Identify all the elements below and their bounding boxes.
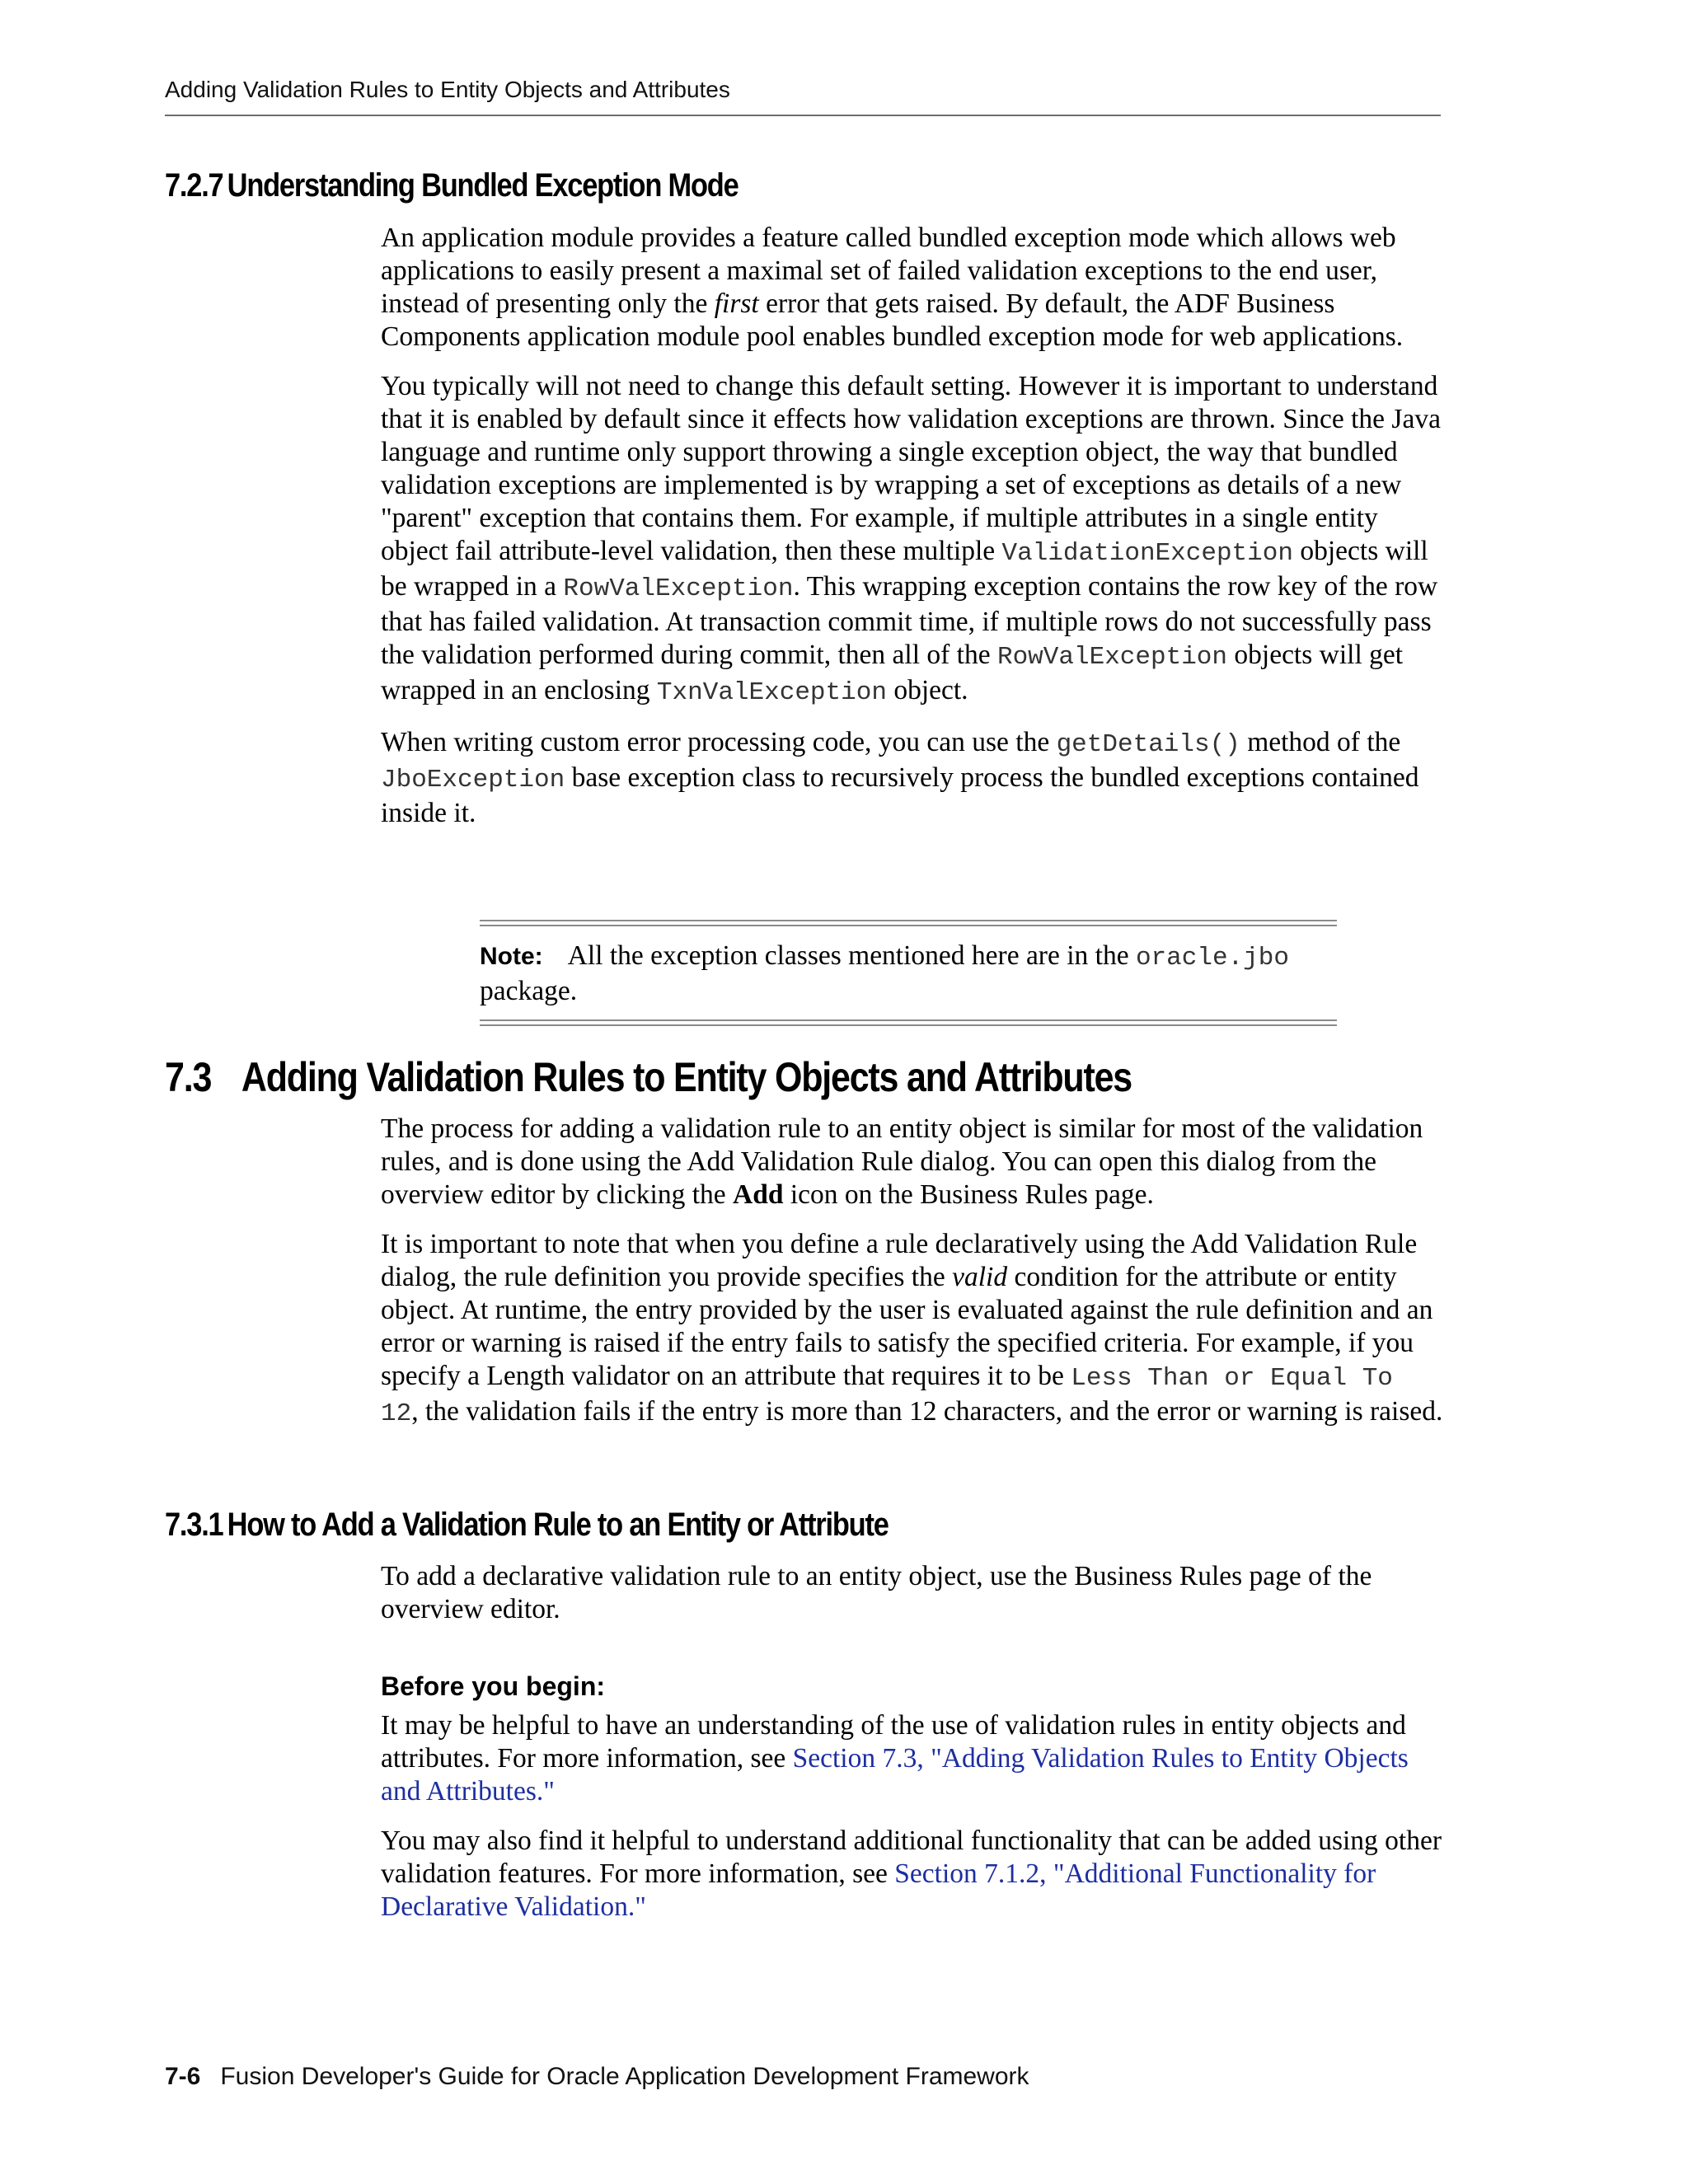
note-box: Note: All the exception classes mentioned here are in the oracle.jbo package. [480,920,1337,1026]
section-title: How to Add a Validation Rule to an Entity or Attribute [227,1507,889,1543]
paragraph: To add a declarative validation rule to an entity object, use the Business Rules page of the overview editor. [381,1561,1372,1624]
code-text: RowValException [996,643,1228,672]
section-7-3-1-body [381,1560,1444,1643]
paragraph: The process for adding a validation rule to an entity object is similar for most of the validation rules, and is done using the Add Validation Rule dialog. You can open this dialog from the overview editor by clicking the Add icon on the Business Rules page. [381,1113,1423,1210]
bold-text: Add [733,1179,784,1210]
before-you-begin-body [381,1709,1444,1940]
header-rule [165,115,1441,116]
page-footer [165,2063,1029,2091]
section-7-2-7-body [381,222,1444,846]
before-you-begin-heading: Before you begin: [381,1671,606,1701]
code-text: JboException [381,766,565,794]
code-text: oracle.jbo [1135,944,1289,972]
section-title: Understanding Bundled Exception Mode [227,167,738,204]
paragraph: An application module provides a feature called bundled exception mode which allows web applications to easily present a maximal set of failed validation exceptions to the end user, instead of presenting only the first error that gets raised. By default, the ADF Business Components application module pool enables bundled exception mode for web applications. [381,223,1404,352]
section-title: Adding Validation Rules to Entity Objects and Attributes [241,1054,1132,1100]
paragraph: It is important to note that when you define a rule declaratively using the Add Validation Rule dialog, the rule definition you provide specifies the valid condition for the attribute or entity object. At runtime, the entry provided by the user is evaluated against the rule definition and an error or warning is raised if the entry fails to satisfy the specified criteria. For example, if you specify a Length validator on an attribute that requires it to be Less Than or Equal To 12, the validation fails if the entry is more than 12 characters, and the error or warning is raised. [381,1229,1443,1428]
code-text: getDetails() [1056,730,1240,759]
section-heading-7-2-7 [165,167,738,204]
page-number: 7-6 [165,2063,201,2090]
section-link[interactable]: Section 7.1.2, "Additional Functionality for Declarative Validation." [381,1858,1376,1922]
section-number: 7.3 [165,1054,212,1100]
note-top-rule [480,920,1337,926]
section-link[interactable]: Section 7.3, "Adding Validation Rules to Entity Objects and Attributes." [381,1743,1409,1807]
code-text: ValidationException [1001,539,1293,568]
note-label: Note: [480,943,543,970]
paragraph: You may also find it helpful to understand additional functionality that can be added using other validation features. For more information, see Section 7.1.2, "Additional Functionality for Declarative Validation." [381,1825,1442,1922]
section-7-3-body [381,1113,1444,1447]
note-bottom-rule [480,1019,1337,1026]
emphasis: first [714,288,759,319]
code-text: TxnValException [656,678,887,707]
code-text: RowValException [563,574,794,603]
section-heading-7-3-1 [165,1507,889,1544]
section-heading-7-3 [165,1053,1132,1101]
section-number: 7.2.7 [165,167,223,204]
code-text: Less Than or Equal To 12 [381,1364,1393,1428]
paragraph: It may be helpful to have an understanding of the use of validation rules in entity objects and attributes. For more information, see Section 7.3, "Adding Validation Rules to Entity Objects and Attributes." [381,1710,1409,1807]
running-header: Adding Validation Rules to Entity Objects and Attributes [165,77,730,102]
emphasis: valid [952,1262,1008,1292]
section-number: 7.3.1 [165,1507,223,1543]
paragraph: You typically will not need to change this default setting. However it is important to understand that it is enabled by default since it effects how validation exceptions are thrown. Since the Java language and runtime only support throwing a single exception object, the way that bundled validation exceptions are implemented is by wrapping a set of exceptions as details of a new "parent" exception that contains them. For example, if multiple attributes in a single entity object fail attribute-level validation, then these multiple ValidationException objects will be wrapped in a RowValException. This wrapping exception contains the row key of the row that has failed validation. At transaction commit time, if multiple rows do not successfully pass the validation performed during commit, then all of the RowValException objects will get wrapped in an enclosing TxnValException object. [381,371,1441,707]
paragraph: When writing custom error processing code, you can use the getDetails() method of the JboException base exception class to recursively process the bundled exceptions contained inside it. [381,727,1419,828]
book-title: Fusion Developer's Guide for Oracle Application Development Framework [220,2063,1029,2090]
